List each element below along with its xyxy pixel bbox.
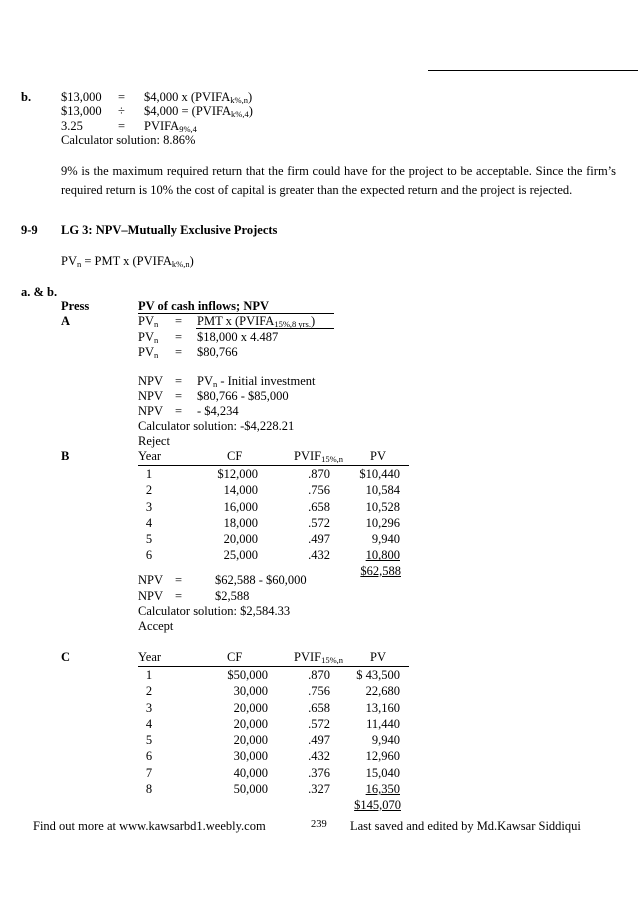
pv-cell: 9,940 [371,532,400,547]
press-a-calc: Calculator solution: -$4,228.21 [138,419,295,433]
ab-label: a. & b. [21,285,58,299]
table-row [138,482,400,498]
year-cell: 6 [145,548,153,563]
table-row [138,765,400,781]
year-cell: 6 [145,749,153,764]
pv-header: PV of cash inflows; NPV [138,299,270,313]
footer-page: 239 [311,819,327,830]
pvif-cell: .870 [308,668,330,682]
pvif-cell: .756 [308,684,330,699]
cf-cell: 40,000 [233,765,268,780]
pvif-cell: .572 [308,515,330,530]
pvif-cell: .432 [308,749,330,764]
table-row [138,781,400,797]
pvif-cell: .658 [308,499,330,514]
pvif-cell: .658 [308,700,330,715]
pv-cell: 11,440 [366,716,400,731]
press-a-pv-line-3: $PV_n$ = $80,766 [138,345,238,360]
press-b-header-pv: PV [370,449,386,463]
press-a-label: A [61,314,71,328]
table-row [138,732,400,748]
press-b-npv-line-2: NPV = $2,588 [138,589,250,603]
cf-cell: 25,000 [223,548,258,563]
cf-cell: $12,000 [217,467,258,481]
press-header: Press [61,299,90,313]
footer-left: Find out more at www.kawsarbd1.weebly.com [33,819,266,833]
cf-cell: 20,000 [223,532,258,547]
cf-cell: 14,000 [223,483,258,498]
press-a-decision: Reject [138,434,170,448]
press-c-header-pv: PV [370,650,386,664]
pv-cell: $10,440 [359,467,400,481]
pvif-cell: .497 [308,733,330,748]
press-b-header-cf: CF [227,449,243,463]
press-c-total: $145,070 [354,798,401,812]
cf-cell: 30,000 [233,684,268,699]
year-cell: 3 [145,700,153,715]
table-row [138,499,400,515]
table-row [138,748,400,764]
footer-right: Last saved and edited by Md.Kawsar Siddiqui [350,819,581,833]
pv-cell: 10,800 [365,548,400,563]
cf-cell: 20,000 [233,700,268,715]
press-b-calc: Calculator solution: $2,584.33 [138,604,291,618]
press-a-pv-line-1: $PV_n$ = PMT x $(PVIFA_{15\%,8 yrs.})$ [138,314,316,329]
problem-formula: $PV_n$ = PMT x $(PVIFA_{k\%,n})$ [61,254,194,269]
table-row [138,547,400,563]
year-cell: 4 [145,515,153,530]
year-cell: 8 [145,782,153,797]
press-a-npv-line-3: NPV = - $4,234 [138,404,239,418]
press-a-npv-line-2: NPV = $80,766 - $85,000 [138,389,289,403]
pvif-cell: .870 [308,467,330,481]
year-cell: 7 [145,765,153,780]
cf-cell: 16,000 [223,499,258,514]
table-row [138,700,400,716]
press-c-label: C [61,650,71,664]
press-b-table [138,466,400,564]
pv-cell: 13,160 [365,700,400,715]
press-b-decision: Accept [138,619,174,633]
part-b-paragraph: 9% is the maximum required return that the firm could have for the project to be acceptable. Since the firm’s required return is 10% the cost of capital is greater than the expected return and the project is rejected. [61,164,616,197]
cf-cell: 20,000 [233,716,268,731]
cf-cell: 20,000 [233,733,268,748]
table-row [138,531,400,547]
pv-cell: 22,680 [365,684,400,699]
table-row [138,515,400,531]
pvif-cell: .376 [308,765,330,780]
press-a-pv-line-2: $PV_n$ = $18,000 x 4.487 [138,330,279,345]
press-b-total: $62,588 [360,564,401,578]
year-cell: 4 [145,716,153,731]
press-b-header-year: Year [138,449,162,463]
press-c-table [138,667,400,797]
pv-cell: 16,350 [365,782,400,797]
part-b-line-2: $13,000 ÷ $4,000 = $(PVIFA_{k\%,4})$ [61,104,253,119]
year-cell: 1 [145,668,153,682]
part-b-line-3: $3.25 = PVIFA_{9\%,4}$ [61,119,197,134]
press-c-header-year: Year [138,650,162,664]
press-a-npv-line-1: NPV = $PV_n$ - Initial investment [138,374,316,389]
press-b-header-pvif: $PVIF_{15\%,n}$ [294,449,344,464]
cf-cell: $50,000 [227,668,268,682]
press-c-header-cf: CF [227,650,243,664]
table-row [138,716,400,732]
problem-title: LG 3: NPV–Mutually Exclusive Projects [61,223,278,237]
year-cell: 2 [145,483,153,498]
pvif-cell: .497 [308,532,330,547]
press-b-label: B [61,449,70,463]
pvif-cell: .432 [308,548,330,563]
part-b-label: b. [21,90,32,104]
cf-cell: 18,000 [223,515,258,530]
press-b-npv-line-1: NPV = $62,588 - $60,000 [138,573,307,587]
press-c-header-pvif: $PVIF_{15\%,n}$ [294,650,344,665]
pv-cell: $ 43,500 [356,668,400,682]
table-row [138,466,400,482]
part-b-calc: Calculator solution: 8.86% [61,133,196,147]
pvif-cell: .572 [308,716,330,731]
pvif-cell: .327 [308,782,330,797]
part-b-line-1: $13,000 = $4,000 x $(PVIFA_{k\%,n})$ [61,90,253,105]
header-rule [428,70,638,71]
table-row [138,667,400,683]
pv-cell: 12,960 [365,749,400,764]
table-row [138,683,400,699]
pvif-cell: .756 [308,483,330,498]
pv-cell: 10,584 [365,483,400,498]
pv-cell: 15,040 [365,765,400,780]
problem-number: 9-9 [21,223,38,237]
year-cell: 2 [145,684,153,699]
cf-cell: 30,000 [233,749,268,764]
year-cell: 1 [145,467,153,481]
cf-cell: 50,000 [233,782,268,797]
pv-cell: 10,528 [365,499,400,514]
year-cell: 5 [145,532,153,547]
pv-cell: 9,940 [371,733,400,748]
pv-cell: 10,296 [365,515,400,530]
year-cell: 5 [145,733,153,748]
year-cell: 3 [145,499,153,514]
